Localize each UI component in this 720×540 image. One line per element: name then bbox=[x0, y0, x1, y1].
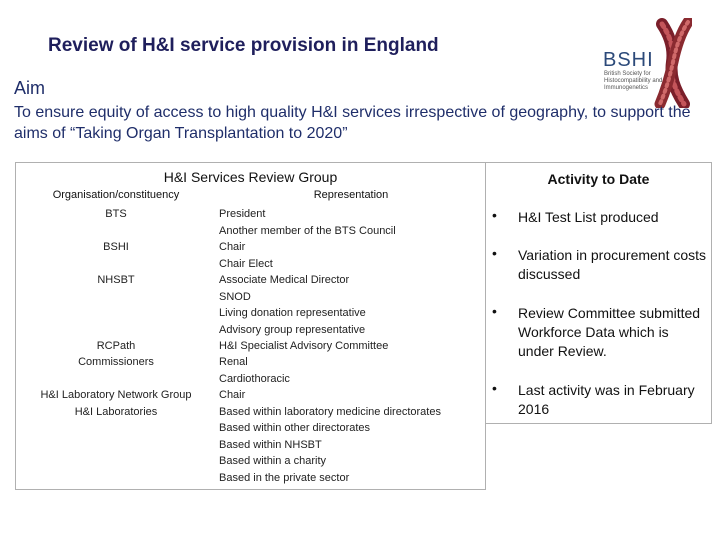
bullet-icon: • bbox=[492, 380, 497, 396]
activity-title: Activity to Date bbox=[547, 171, 650, 187]
rep-item: Cardiothoracic bbox=[219, 373, 290, 385]
page-title: Review of H&I service provision in England bbox=[48, 35, 439, 56]
activity-item bbox=[492, 208, 707, 227]
rep-item: Renal bbox=[219, 356, 248, 368]
aim-text: To ensure equity of access to high quality H&I services irrespective of geography, to support the aims of “Taking Organ Transplantation to 2020” bbox=[14, 104, 691, 142]
org-column-header: Organisation/constituency bbox=[52, 189, 180, 201]
activity-item-text: Variation in procurement costs discussed bbox=[518, 247, 707, 282]
rep-item: Based in the private sector bbox=[219, 472, 350, 484]
rep-item: Associate Medical Director bbox=[219, 274, 350, 286]
activity-item bbox=[492, 381, 707, 419]
rep-item: Advisory group representative bbox=[219, 324, 366, 336]
activity-panel bbox=[485, 162, 712, 424]
rep-item: SNOD bbox=[219, 291, 251, 303]
org-lab-network: H&I Laboratory Network Group bbox=[40, 389, 192, 401]
rep-column-header: Representation bbox=[313, 189, 389, 201]
bullet-icon: • bbox=[492, 245, 497, 261]
org-bts: BTS bbox=[105, 208, 127, 220]
logo-wordmark: BSHI bbox=[603, 49, 654, 71]
aim-heading: Aim bbox=[14, 78, 45, 98]
org-bshi: BSHI bbox=[103, 241, 129, 253]
rep-item: Living donation representative bbox=[219, 307, 366, 319]
rep-item: Based within laboratory medicine directorates bbox=[219, 406, 441, 418]
rep-item: Chair Elect bbox=[219, 258, 273, 270]
rep-item: H&I Specialist Advisory Committee bbox=[219, 340, 389, 352]
review-group-panel bbox=[15, 162, 486, 490]
activity-item-text: Last activity was in February 2016 bbox=[518, 382, 695, 417]
activity-item-text: H&I Test List produced bbox=[518, 209, 659, 225]
logo-subtitle: British Society for Histocompatibility and Immunogenetics bbox=[604, 71, 663, 91]
org-laboratories: H&I Laboratories bbox=[74, 406, 158, 418]
rep-item: Based within NHSBT bbox=[219, 439, 322, 451]
bullet-icon: • bbox=[492, 303, 497, 319]
rep-item: Another member of the BTS Council bbox=[219, 225, 396, 237]
activity-item bbox=[492, 304, 707, 361]
review-group-title: H&I Services Review Group bbox=[163, 169, 338, 185]
org-nhsbt: NHSBT bbox=[97, 274, 135, 286]
org-commissioners: Commissioners bbox=[78, 356, 154, 368]
rep-item: Based within other directorates bbox=[219, 422, 371, 434]
org-rcpath: RCPath bbox=[96, 340, 136, 352]
activity-item-text: Review Committee submitted Workforce Data which is under Review. bbox=[518, 305, 701, 359]
chromosome-icon bbox=[660, 22, 688, 104]
rep-item: Chair bbox=[219, 241, 246, 253]
rep-item: President bbox=[219, 208, 266, 220]
bullet-icon: • bbox=[492, 207, 497, 223]
activity-item bbox=[492, 246, 707, 284]
rep-item: Chair bbox=[219, 389, 246, 401]
rep-item: Based within a charity bbox=[219, 455, 326, 467]
